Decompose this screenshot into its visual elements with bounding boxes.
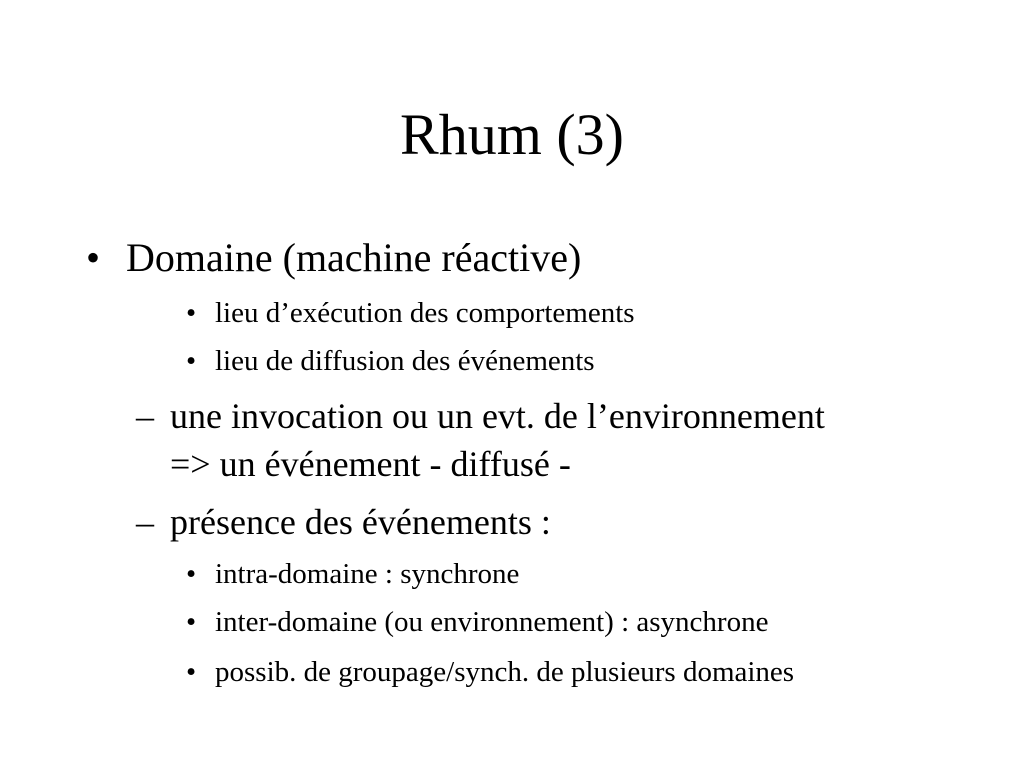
bullet-level3-text: possib. de groupage/synch. de plusieurs domaines bbox=[215, 656, 795, 688]
bullet-level2-text: une invocation ou un evt. de l’environnement bbox=[170, 396, 825, 436]
dash-marker: – bbox=[136, 396, 154, 436]
bullet-marker: • bbox=[186, 345, 197, 377]
slide-title: Rhum (3) bbox=[400, 102, 624, 167]
bullet-level3-text: lieu d’exécution des comportements bbox=[215, 297, 635, 329]
bullet-level1-text: Domaine (machine réactive) bbox=[126, 235, 582, 280]
bullet-level3-text: lieu de diffusion des événements bbox=[215, 345, 595, 377]
bullet-marker: • bbox=[86, 235, 101, 280]
bullet-level3-text: inter-domaine (ou environnement) : asynchrone bbox=[215, 606, 769, 638]
bullet-marker: • bbox=[186, 558, 197, 590]
bullet-level2-text: présence des événements : bbox=[170, 502, 551, 542]
dash-marker: – bbox=[136, 502, 154, 542]
bullet-level3-text: intra-domaine : synchrone bbox=[215, 558, 520, 590]
bullet-level2-continuation: => un événement - diffusé - bbox=[170, 444, 571, 484]
bullet-marker: • bbox=[186, 297, 197, 329]
bullet-marker: • bbox=[186, 656, 197, 688]
bullet-marker: • bbox=[186, 606, 197, 638]
